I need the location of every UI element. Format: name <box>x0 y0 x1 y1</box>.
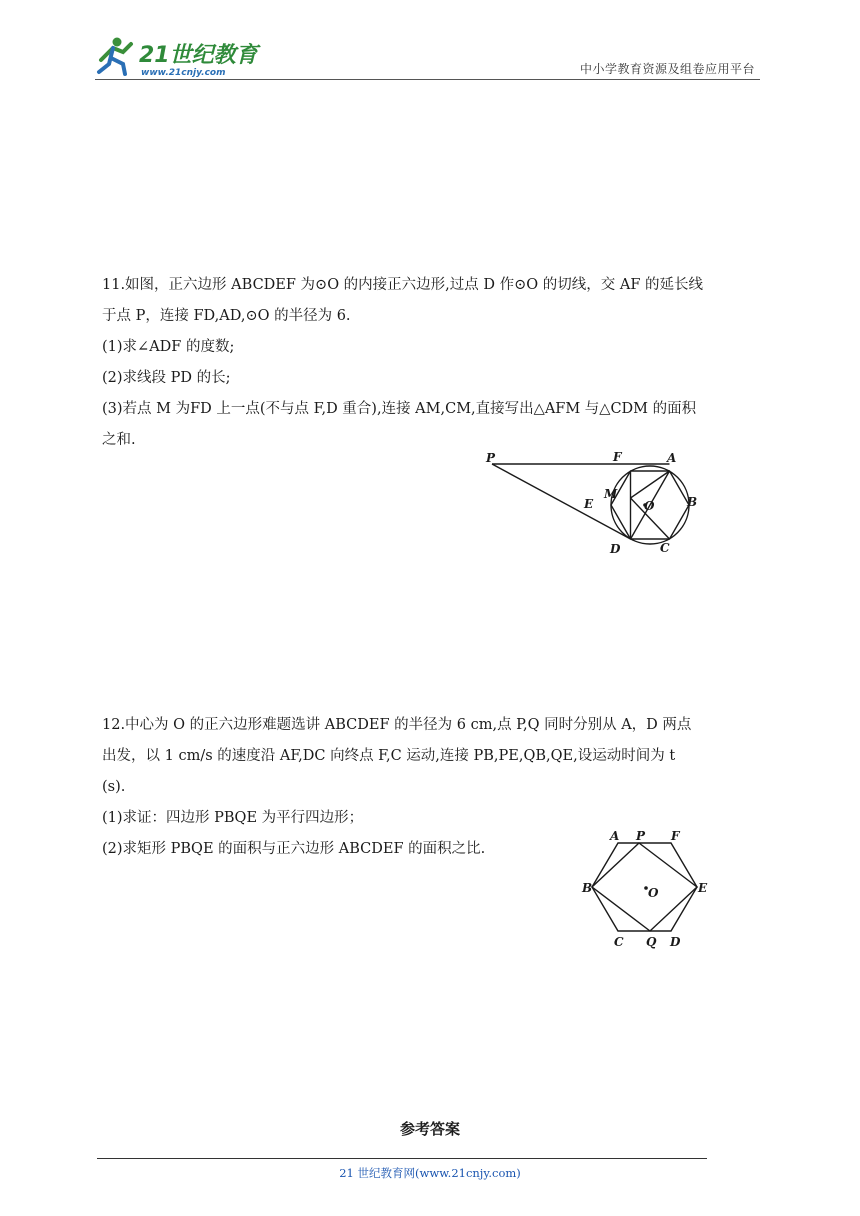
segment-pd <box>492 464 631 539</box>
footer-link[interactable]: 21 世纪教育网(www.21cnjy.com) <box>339 1166 521 1180</box>
q12-line-2: 出发，以 1 cm/s 的速度沿 AF,DC 向终点 F,C 运动,连接 PB,PE,QB,QE,设运动时间为 t <box>102 748 676 764</box>
header-divider <box>95 79 760 80</box>
q11-line-2: 于点 P，连接 FD,AD,⊙O 的半径为 6. <box>102 308 351 324</box>
q11-figure <box>480 446 710 558</box>
answer-heading: 参考答案 <box>399 1120 460 1138</box>
label-c: C <box>660 541 670 555</box>
label-a: A <box>667 451 677 465</box>
label-o: O <box>644 499 655 513</box>
q11-line-1: 11.如图，正六边形 ABCDEF 为⊙O 的内接正六边形,过点 D 作⊙O 的切线，交 AF 的延长线 <box>102 277 704 293</box>
footer-divider <box>97 1158 707 1159</box>
svg-text:www.21cnjy.com: www.21cnjy.com <box>141 68 226 78</box>
label-b: B <box>687 495 698 509</box>
q12-line-5: (2)求矩形 PBQE 的面积与正六边形 ABCDEF 的面积之比. <box>102 841 486 857</box>
label-p: P <box>636 829 646 843</box>
question-11 <box>102 270 762 456</box>
site-logo <box>95 34 265 78</box>
label-e: E <box>698 881 708 895</box>
label-a: A <box>610 829 620 843</box>
svg-text:21世纪教育: 21世纪教育 <box>139 43 258 68</box>
label-q: Q <box>646 935 657 949</box>
q12-line-3: (s). <box>102 779 126 795</box>
label-c: C <box>614 935 624 949</box>
label-d: D <box>610 542 621 556</box>
label-o: O <box>648 886 659 900</box>
parallelogram-pbqe <box>592 843 697 931</box>
label-m: M <box>604 487 618 501</box>
label-e: E <box>584 497 594 511</box>
segment-am <box>631 471 670 498</box>
q11-line-3: (1)求∠ADF 的度数; <box>102 339 235 355</box>
header-tagline: 中小学教育资源及组卷应用平台 <box>579 62 755 76</box>
hexagon-abcdef <box>592 843 697 931</box>
label-f: F <box>613 450 622 464</box>
q11-line-5: (3)若点 M 为FD 上一点(不与点 F,D 重合),连接 AM,CM,直接写出△AFM 与△CDM 的面积 <box>102 401 697 417</box>
q11-line-4: (2)求线段 PD 的长; <box>102 370 231 386</box>
label-d: D <box>670 935 681 949</box>
label-b: B <box>582 881 593 895</box>
q12-figure <box>578 826 718 952</box>
label-p: P <box>486 451 496 465</box>
q12-line-1: 12.中心为 O 的正六边形难题选讲 ABCDEF 的半径为 6 cm,点 P,Q 同时分别从 A，D 两点 <box>102 717 692 733</box>
q11-line-6: 之和. <box>102 432 136 448</box>
page-header <box>95 34 760 80</box>
q12-line-4: (1)求证：四边形 PBQE 为平行四边形； <box>102 810 364 826</box>
label-f: F <box>671 829 680 843</box>
